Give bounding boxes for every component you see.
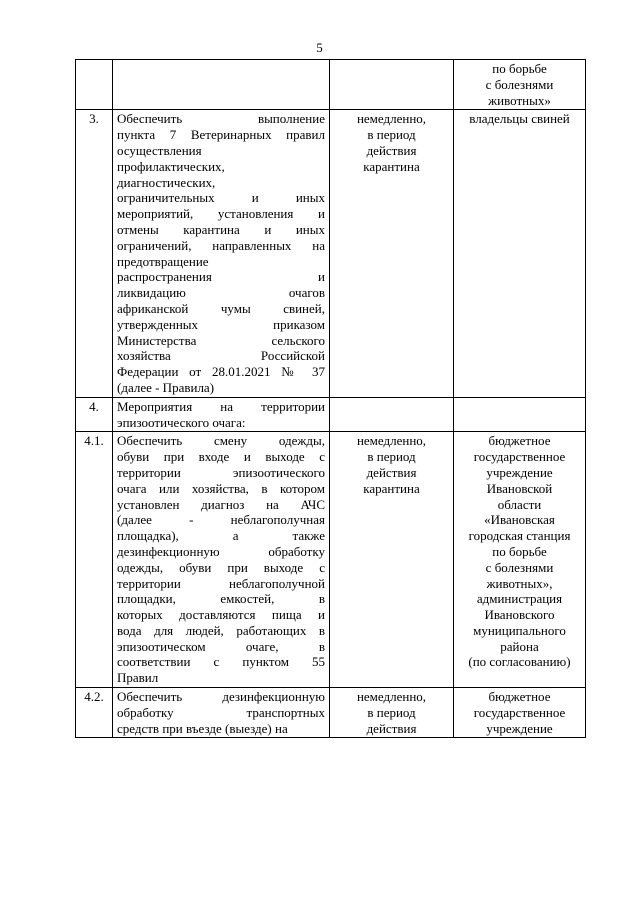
term-line: в период [367, 704, 416, 720]
measure-executor [454, 397, 586, 432]
executor-line: животных» [488, 92, 551, 108]
description-line: африканской чумы свиней, [117, 300, 325, 316]
row-number: 3. [76, 110, 113, 397]
description-line: дезинфекционную обработку [117, 543, 325, 559]
description-line: Федерации от 28.01.2021 № 37 [117, 364, 325, 380]
table-row [76, 432, 586, 688]
table-row [76, 60, 586, 110]
measure-term [330, 60, 454, 110]
executor-line: городская станция [468, 528, 571, 544]
term-line: карантина [363, 158, 420, 174]
description-line: территории эпизоотического [117, 464, 325, 480]
description-line: хозяйства Российской [117, 348, 325, 364]
description-line: одежды, обуви при выходе с [117, 559, 325, 575]
term-line: действия [366, 142, 417, 158]
executor-line: государственное [473, 449, 566, 465]
measure-description [113, 688, 330, 738]
description-line: эпизоотического очага: [117, 414, 246, 430]
description-line: вода для людей, работающих в [117, 622, 325, 638]
table-row [76, 110, 586, 397]
description-line: утвержденных приказом [117, 316, 325, 332]
executor-line: по борьбе [492, 543, 547, 559]
executor-line: с болезнями [485, 76, 554, 92]
description-line: которых доставляются пища и [117, 607, 325, 623]
description-line: ограничений, направленных на [117, 237, 325, 253]
executor-line: владельцы свиней [469, 111, 570, 127]
executor-line: животных», [486, 575, 553, 591]
measure-executor [454, 688, 586, 738]
description-line: ограничительных и иных [117, 190, 325, 206]
executor-line: с болезнями [485, 559, 554, 575]
term-line: в период [367, 127, 416, 143]
description-line: профилактических, [117, 158, 225, 174]
description-line: обуви при входе и выходе с [117, 449, 325, 465]
table-row [76, 397, 586, 432]
term-line: действия [366, 464, 417, 480]
description-line: предотвращение [117, 253, 209, 269]
description-line: очага или хозяйства, в котором [117, 480, 325, 496]
description-line: соответствии с пунктом 55 [117, 654, 325, 670]
executor-line: государственное [473, 704, 566, 720]
description-line: площадки, емкостей, в [117, 591, 325, 607]
executor-line: района [500, 638, 539, 654]
executor-line: администрация [476, 591, 563, 607]
measure-description [113, 432, 330, 688]
row-number: 4. [76, 397, 113, 432]
description-line: Обеспечить дезинфекционную [117, 689, 325, 705]
description-line: распространения и [117, 269, 325, 285]
measure-executor [454, 110, 586, 397]
description-line: (далее - неблагополучная [117, 512, 325, 528]
row-number [76, 60, 113, 110]
measure-term [330, 397, 454, 432]
description-line: осуществления [117, 142, 202, 158]
description-line: Министерства сельского [117, 332, 325, 348]
description-line: установлен диагноз на АЧС [117, 496, 325, 512]
description-line: средств при въезде (выезде) на [117, 720, 288, 736]
executor-line: муниципального [473, 622, 566, 638]
executor-line: «Ивановская [484, 512, 555, 528]
description-line: эпизоотическом очаге, в [117, 638, 325, 654]
executor-line: Ивановской [486, 480, 553, 496]
description-line: диагностических, [117, 174, 216, 190]
row-number: 4.2. [76, 688, 113, 738]
term-line: карантина [363, 480, 420, 496]
executor-line: по борьбе [492, 61, 547, 76]
measure-term [330, 688, 454, 738]
page-number: 5 [316, 40, 323, 55]
executor-line: бюджетное [488, 689, 551, 705]
term-line: действия [366, 720, 417, 736]
row-number: 4.1. [76, 432, 113, 688]
table-row [76, 688, 586, 738]
measure-term [330, 432, 454, 688]
description-line: площадка), а также [117, 528, 325, 544]
measure-description [113, 60, 330, 110]
measure-description [113, 110, 330, 397]
executor-line: области [497, 496, 542, 512]
term-line: в период [367, 449, 416, 465]
measure-term [330, 110, 454, 397]
description-line: обработку транспортных [117, 704, 325, 720]
measure-executor [454, 432, 586, 688]
executor-line: (по согласованию) [468, 654, 571, 670]
description-line: Мероприятия на территории [117, 398, 325, 414]
description-line: мероприятий, установления и [117, 206, 325, 222]
term-line: немедленно, [356, 689, 427, 705]
measures-table [75, 59, 586, 738]
executor-line: учреждение [486, 464, 553, 480]
description-line: (далее - Правила) [117, 379, 215, 395]
executor-line: Ивановского [484, 607, 555, 623]
description-line: пункта 7 Ветеринарных правил [117, 127, 325, 143]
term-line: немедленно, [356, 433, 427, 449]
description-line: отмены карантина и иных [117, 221, 325, 237]
term-line: немедленно, [356, 111, 427, 127]
description-line: территории неблагополучной [117, 575, 325, 591]
description-line: Обеспечить смену одежды, [117, 433, 325, 449]
executor-line: бюджетное [488, 433, 551, 449]
measure-description [113, 397, 330, 432]
description-line: Обеспечить выполнение [117, 111, 325, 127]
executor-line: учреждение [486, 720, 553, 736]
measure-executor [454, 60, 586, 110]
description-line: ликвидацию очагов [117, 285, 325, 301]
description-line: Правил [117, 670, 159, 686]
